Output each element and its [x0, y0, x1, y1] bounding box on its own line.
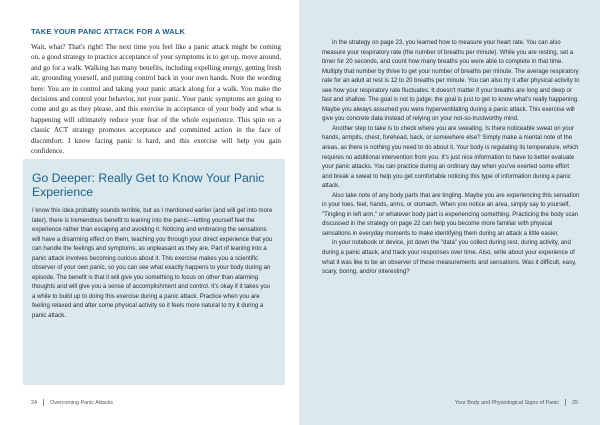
- tingling-paragraph: Also take note of any body parts that are tingling. Maybe you are experiencing this sensation in your toes, feet, hands, arms, or stomach. When you notice an area, simply say to yourself, "Tingling in left arm," or whatever body part is experiencing something. Practicing the body scan discussed in the strategy on page 22 can help you become more familiar with physical sensations in everyday moments to make identifying them during an attack a little easier.: [322, 192, 580, 237]
- walk-paragraph: Wait, what? That's right! The next time you feel like a panic attack might be coming on, a good strategy to practice acceptance of your symptoms is to get up, move around, and go for a walk. Walking has many benefits, including expelling energy, getting fresh air, grounding yourself, and putting control back in your own hands. Note the wording here: You are in control and taking your panic attack along for a walk. You make the decisions and control your behavior, not your panic. Your panic symptoms are going to come and go as they please, and this exercise in acceptance of your body and what is happening will ultimately reduce your fear of the whole experience. This spin on a classic ACT strategy promotes acceptance and committed action in the face of discomfort. I know facing panic is hard, and this exercise will help you gain confidence.: [31, 43, 281, 156]
- left-page-number: 24: [31, 399, 37, 406]
- right-page-body: [322, 39, 580, 278]
- left-footer: [31, 399, 113, 406]
- sweating-paragraph: Another step to take is to check where you are sweating. Is there noticeable sweat on your hands, armpits, chest, forehead, back, or somewhere else? Simply make a mental note of the areas, as there is nothing you need to do about it. Your body is regulating its temperature, which requires no additional intervention from you. It's just nice information to have to better evaluate your panic attacks. You can practice during an ordinary day when you've exerted some effort and break a sweat to help you get comfortable noticing this type of information during a panic attack.: [322, 125, 579, 190]
- right-page-number: 25: [572, 399, 578, 406]
- right-footer: [455, 399, 578, 406]
- footer-divider: [565, 399, 566, 406]
- section-heading: TAKE YOUR PANIC ATTACK FOR A WALK: [31, 27, 186, 36]
- callout-title: Go Deeper: Really Get to Know Your Panic Experience: [32, 171, 265, 199]
- notebook-paragraph: In your notebook or device, jot down the "data" you collect during rest, during activity, and during a panic attack, and track your responses over time. Also, write about your experience of what it was like to be an observer of these measurements and sensations. Was it difficult, easy, scary, boring, and/or interesting?: [322, 240, 577, 276]
- respiratory-paragraph: In the strategy on page 23, you learned how to measure your heart rate. You can also measure your respiratory rate (the number of breaths per minute). While you are resting, set a timer for 20 seconds, and count how many breaths you were able to complete in that time. Multiply that number by three to get your number of breaths per minute. The average respiratory rate for an adult at rest is 12 to 20 breaths per minute. You can also try it after physical activity to see how your respiratory rate fluctuates. It doesn't matter if your breaths are long and deep or fast and shallow. The goal is not to judge; the goal is just to get to know what's really happening. Maybe you always assumed you were hyperventilating during a panic attack. This exercise will give you concrete data instead of relying on your not-so-trustworthy mind.: [322, 40, 580, 123]
- footer-divider: [43, 399, 44, 406]
- book-title: Overcoming Panic Attacks: [50, 399, 113, 406]
- chapter-title: Your Body and Physiological Signs of Panic: [454, 399, 559, 406]
- callout-body: I know this idea probably sounds terrible, but as I mentioned earlier (and will get into more later), there is tremendous benefit to leaning into the panic—letting yourself feel the experience rather than escaping and avoiding it. Noticing and embracing the sensations will have a disarming effect on them, teaching you through your direct experience that you can handle the feelings and symptoms, as unpleasant as they are. Part of leaning into a panic attack involves becoming curious about it. This exercise makes you a scientific observer of your own panic, so you can see what exactly happens to your body during an episode. The benefit is that it will give you something to focus on other than alarming thoughts and will give you a sense of accomplishment and control. It's okay if it takes you a while to build up to doing this exercise during a panic attack. Practice when you are feeling relaxed and after some physical activity so it feels more natural to try it during a panic attack.: [32, 208, 273, 320]
- go-deeper-callout: [23, 159, 285, 385]
- right-page: [300, 0, 600, 425]
